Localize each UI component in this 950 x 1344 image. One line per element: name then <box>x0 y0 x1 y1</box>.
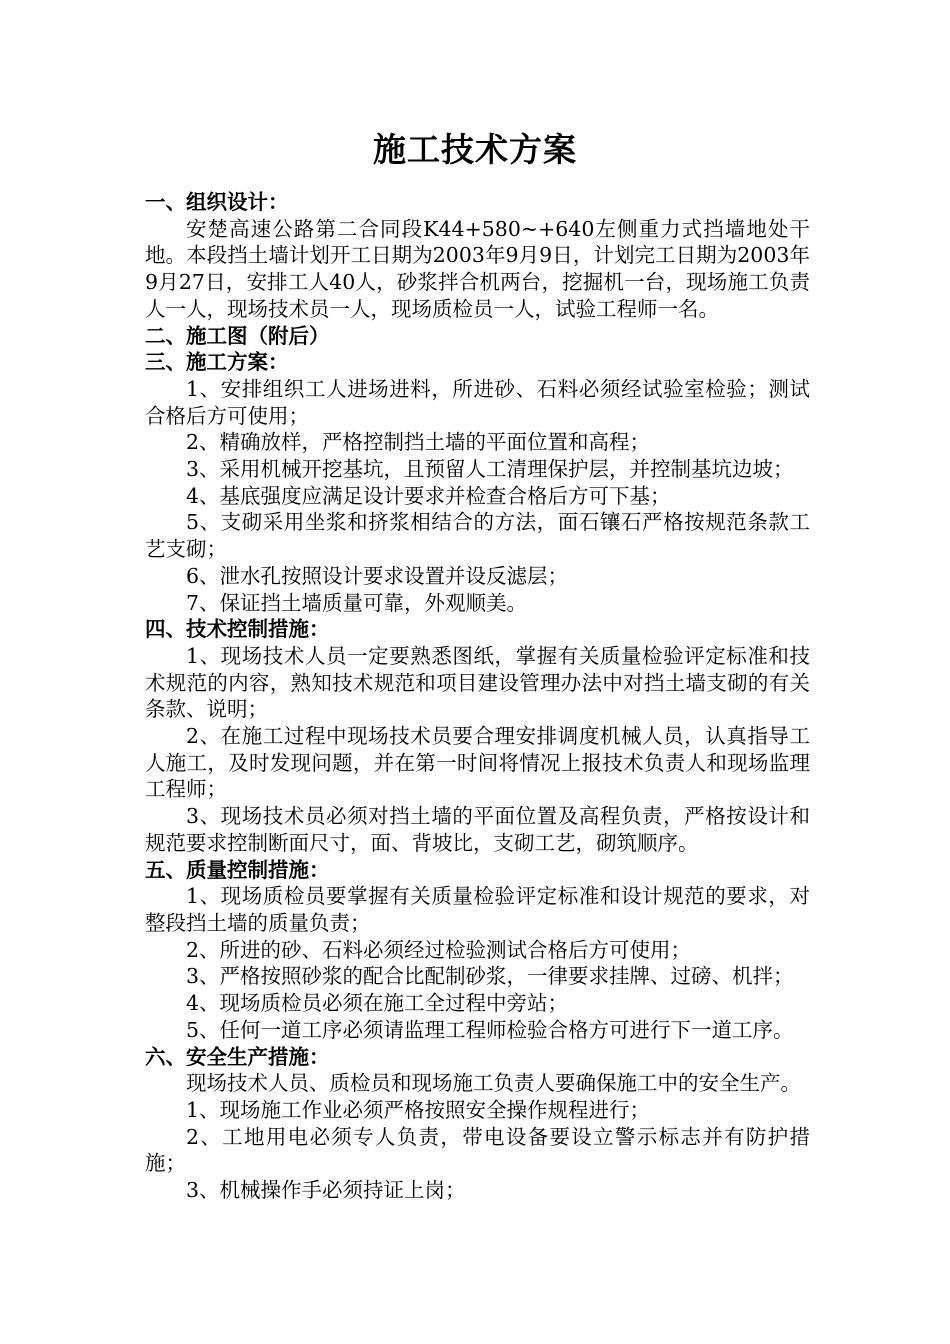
list-item: 6、泄水孔按照设计要求设置并设反滤层； <box>186 563 569 588</box>
list-item: 2、工地用电必须专人负责，带电设备要设立警示标志并有防护措施； <box>145 1124 810 1176</box>
paragraph: 安楚高速公路第二合同段K44+580~+640左侧重力式挡墙地处干地。本段挡土墙计划开工日期为2003年9月9日，计划完工日期为2003年9月27日，安排工人40人，砂浆拌合机两台，挖掘机一台，现场施工负责人一人，现场技术员一人，现场质检员一人，试验工程师一名。 <box>145 216 810 321</box>
list-item: 1、现场施工作业必须严格按照安全操作规程进行； <box>186 1097 651 1122</box>
list-item: 5、任何一道工序必须请监理工程师检验合格方可进行下一道工序。 <box>186 1017 794 1042</box>
list-item: 4、基底强度应满足设计要求并检查合格后方可下基； <box>186 483 671 508</box>
document-title: 施工技术方案 <box>373 130 577 169</box>
section-heading-quality-control: 五、质量控制措施： <box>145 857 330 882</box>
list-item: 3、现场技术员必须对挡土墙的平面位置及高程负责，严格按设计和规范要求控制断面尺寸，面、背坡比，支砌工艺，砌筑顺序。 <box>145 804 810 855</box>
list-item: 7、保证挡土墙质量可靠，外观顺美。 <box>186 590 528 615</box>
list-item: 3、采用机械开挖基坑，且预留人工清理保护层，并控制基坑边坡； <box>186 457 794 482</box>
list-item: 1、现场质检员要掌握有关质量检验评定标准和设计规范的要求，对整段挡土墙的质量负责； <box>145 884 810 935</box>
list-item: 3、机械操作手必须持证上岗； <box>186 1178 466 1203</box>
list-item: 1、现场技术人员一定要熟悉图纸，掌握有关质量检验评定标准和技术规范的内容，熟知技术规范和项目建设管理办法中对挡土墙支砌的有关条款、说明； <box>145 643 810 722</box>
list-item: 2、精确放样，严格控制挡土墙的平面位置和高程； <box>186 430 651 455</box>
section-heading-safety: 六、安全生产措施： <box>145 1044 330 1069</box>
paragraph: 现场技术人员、质检员和现场施工负责人要确保施工中的安全生产。 <box>186 1071 801 1096</box>
list-item: 1、安排组织工人进场进料，所进砂、石料必须经试验室检验；测试合格后方可使用； <box>145 376 810 428</box>
list-item: 2、在施工过程中现场技术员要合理安排调度机械人员，认真指导工人施工，及时发现问题，并在第一时间将情况上报技术负责人和现场监理工程师； <box>145 724 810 802</box>
list-item: 3、严格按照砂浆的配合比配制砂浆，一律要求挂牌、过磅、机拌； <box>186 964 794 989</box>
list-item: 2、所进的砂、石料必须经过检验测试合格后方可使用； <box>186 937 692 962</box>
section-heading-construction-plan: 三、施工方案： <box>145 350 289 375</box>
document-body <box>145 189 810 1204</box>
section-heading-technical-control: 四、技术控制措施： <box>145 617 330 642</box>
section-heading-organization: 一、组织设计： <box>145 190 289 214</box>
section-heading-drawings: 二、施工图（附后） <box>145 323 330 348</box>
list-item: 4、现场质检员必须在施工全过程中旁站； <box>186 991 569 1016</box>
list-item: 5、支砌采用坐浆和挤浆相结合的方法，面石镶石严格按规范条款工艺支砌； <box>145 510 810 562</box>
